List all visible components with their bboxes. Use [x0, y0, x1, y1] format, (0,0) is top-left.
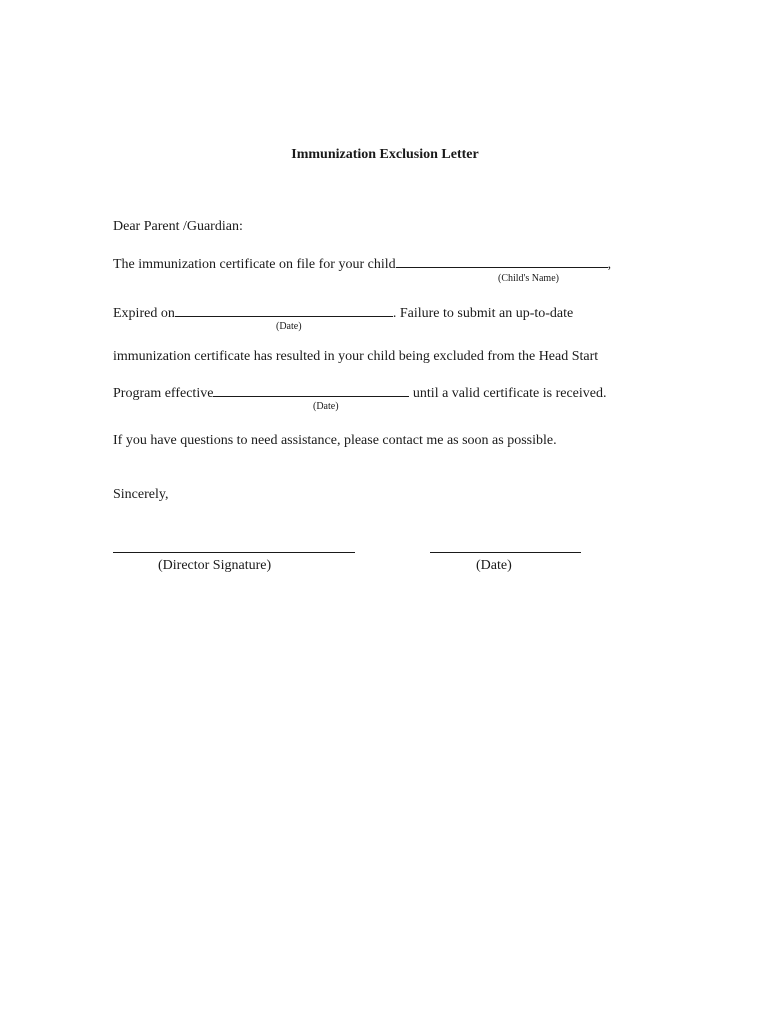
expired-line-rest: . Failure to submit an up-to-date: [392, 306, 574, 321]
salutation: Dear Parent /Guardian:: [113, 219, 243, 234]
exclusion-line: immunization certificate has resulted in your child being excluded from the Head Start: [113, 349, 599, 364]
closing: Sincerely,: [113, 487, 169, 502]
effective-line-label: Program effective: [113, 386, 214, 401]
contact-line: If you have questions to need assistance, please contact me as soon as possible.: [113, 433, 557, 448]
director-signature-label: (Director Signature): [158, 558, 272, 573]
effective-date-caption: (Date): [313, 401, 339, 412]
signature-date-label: (Date): [476, 558, 512, 573]
effective-date-field[interactable]: [213, 384, 409, 397]
effective-line: [113, 384, 607, 403]
expired-date-caption: (Date): [276, 321, 302, 332]
expired-line-label: Expired on: [113, 306, 175, 321]
child-name-line-comma: ,: [607, 257, 612, 272]
effective-line-rest: until a valid certificate is received.: [409, 386, 607, 401]
letter-title: Immunization Exclusion Letter: [291, 147, 479, 162]
expired-line: [113, 304, 573, 323]
director-signature-line[interactable]: [113, 552, 355, 553]
child-name-field[interactable]: [396, 255, 608, 268]
signature-date-line[interactable]: [430, 552, 581, 553]
expired-date-field[interactable]: [175, 304, 393, 317]
child-name-caption: (Child's Name): [498, 273, 559, 284]
child-name-line-text: The immunization certificate on file for your child: [113, 257, 396, 272]
child-name-line: [113, 255, 611, 274]
